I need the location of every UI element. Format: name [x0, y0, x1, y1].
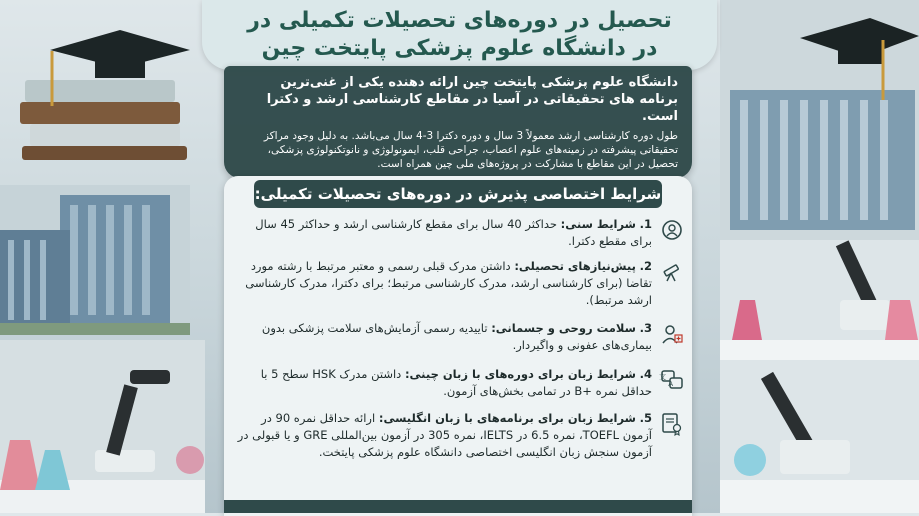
requirement-item-prerequisites — [236, 258, 684, 309]
lab-microscope-right-illustration — [720, 240, 919, 513]
requirement-item-health — [236, 320, 684, 354]
item-text: ارائه حداقل نمره 90 در آزمون TOEFL، نمره 6.5 در IELTS، نمره 305 در آزمون بین‌المللی GRE و یا قبولی در آزمون سنجش زبان انگلیسی اختصاصی دانشگاه علوم پزشکی پایتخت. — [237, 411, 652, 459]
item-number: 1. — [639, 217, 652, 231]
language-chat-icon — [660, 368, 684, 392]
item-heading: پیش‌نیازهای تحصیلی: — [514, 259, 636, 273]
doctor-icon — [660, 322, 684, 346]
title-card — [202, 0, 717, 70]
svg-text:文: 文 — [659, 373, 666, 381]
graduation-cap-building-illustration — [720, 0, 919, 240]
item-text: تاییدیه رسمی آزمایش‌های سلامت پزشکی بدون بیماری‌های عفونی و واگیردار. — [261, 321, 652, 352]
item-number: 3. — [639, 321, 652, 335]
item-heading: سلامت روحی و جسمانی: — [491, 321, 636, 335]
item-heading: شرایط زبان برای برنامه‌های با زبان انگلیسی: — [378, 411, 636, 425]
certificate-icon — [660, 412, 684, 436]
item-heading: شرایط زبان برای دوره‌های با زبان چینی: — [404, 367, 636, 381]
svg-text:A: A — [668, 380, 673, 388]
item-number: 5. — [639, 411, 652, 425]
item-text: داشتن مدرک HSK سطح 5 با حداقل نمره +B در تمامی بخش‌های آزمون. — [260, 367, 652, 398]
item-text: حداکثر 40 سال برای مقطع کارشناسی ارشد و حداکثر 45 سال برای مقطع دکترا. — [255, 217, 652, 248]
requirements-card — [224, 176, 692, 516]
requirement-item-chinese-language — [236, 366, 684, 400]
intro-detail-text: طول دوره کارشناسی ارشد معمولاً 3 سال و دوره دکترا 3-4 سال می‌باشد. به دلیل وجود مراکز تحقیقاتی پیشرفته در زمینه‌های علوم اعصاب، جراحی قلب، ایمونولوژی و نانوتکنولوژی پزشکی، تحصیل در این مقاطع با مشارکت در پروژه‌های ملی چین همراه است. — [263, 130, 678, 170]
item-number: 2. — [639, 259, 652, 273]
telescope-icon — [660, 260, 684, 284]
books-graduation-cap-illustration — [10, 20, 200, 160]
intro-panel — [224, 66, 692, 178]
university-building-illustration — [0, 185, 190, 335]
requirement-item-age — [236, 216, 684, 250]
item-number: 4. — [639, 367, 652, 381]
footer-strip — [224, 500, 692, 513]
age-badge-icon — [660, 218, 684, 242]
item-text: داشتن مدرک قبلی رسمی و معتبر مرتبط با رشته مورد تقاضا (برای کارشناسی ارشد، مدرک کارشناسی مرتبط؛ برای دکترا، مدرک کارشناسی ارشد مرتبط). — [245, 259, 652, 307]
item-heading: شرایط سنی: — [560, 217, 636, 231]
page-title-line-1: تحصیل در دوره‌های تحصیلات تکمیلی در — [247, 8, 672, 33]
intro-lead-text: دانشگاه علوم پزشکی پایتخت چین ارائه دهنده یکی از غنی‌ترین برنامه های تحقیقاتی در آسیا در مقاطع کارشناسی ارشد و دکترا است. — [266, 75, 678, 124]
requirement-item-english-language — [236, 410, 684, 461]
lab-microscope-left-illustration — [0, 340, 205, 513]
section-title: شرایط اختصاصی پذیرش در دوره‌های تحصیلات تکمیلی: — [254, 180, 662, 208]
page-title-line-2: در دانشگاه علوم پزشکی پایتخت چین — [261, 36, 658, 61]
